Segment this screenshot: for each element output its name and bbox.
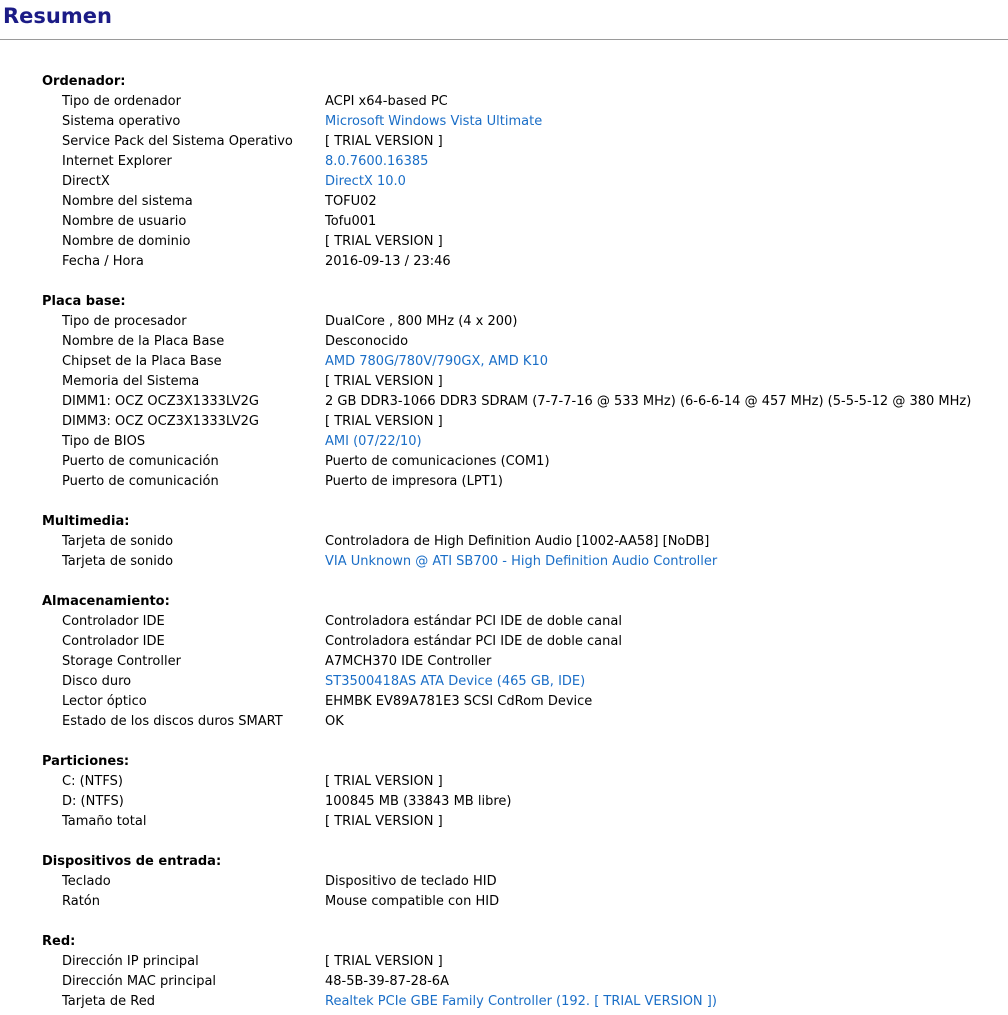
- property-value: Controladora estándar PCI IDE de doble canal: [325, 634, 622, 649]
- property-row: [0, 432, 1008, 452]
- property-value: EHMBK EV89A781E3 SCSI CdRom Device: [325, 694, 593, 709]
- property-row: [0, 952, 1008, 972]
- property-label: Nombre de usuario: [62, 214, 187, 229]
- property-row: [0, 232, 1008, 252]
- property-label: Tarjeta de Red: [62, 994, 155, 1009]
- property-value: Desconocido: [325, 334, 409, 349]
- property-value: [ TRIAL VERSION ]: [325, 234, 443, 249]
- section-header: Almacenamiento:: [42, 594, 170, 609]
- section-header: Multimedia:: [42, 514, 130, 529]
- property-row: [0, 212, 1008, 232]
- property-label: Controlador IDE: [62, 634, 165, 649]
- property-row: [0, 972, 1008, 992]
- property-label: Teclado: [62, 874, 111, 889]
- section: [0, 592, 1008, 732]
- title-divider: [0, 39, 1008, 40]
- property-value: OK: [325, 714, 344, 729]
- property-row: [0, 372, 1008, 392]
- property-row: [0, 312, 1008, 332]
- property-label: Service Pack del Sistema Operativo: [62, 134, 293, 149]
- property-value: [ TRIAL VERSION ]: [325, 374, 443, 389]
- property-row: [0, 452, 1008, 472]
- property-value: DualCore , 800 MHz (4 x 200): [325, 314, 518, 329]
- property-value: 2 GB DDR3-1066 DDR3 SDRAM (7-7-7-16 @ 533 MHz) (6-6-6-14 @ 457 MHz) (5-5-5-12 @ 380 MHz): [325, 394, 972, 409]
- property-value: ACPI x64-based PC: [325, 94, 448, 109]
- property-value: Tofu001: [325, 214, 377, 229]
- property-label: Tarjeta de sonido: [62, 534, 174, 549]
- property-label: DIMM1: OCZ OCZ3X1333LV2G: [62, 394, 259, 409]
- section: [0, 752, 1008, 832]
- property-value: [ TRIAL VERSION ]: [325, 774, 443, 789]
- property-label: Sistema operativo: [62, 114, 181, 129]
- property-value: A7MCH370 IDE Controller: [325, 654, 492, 669]
- property-row: [0, 332, 1008, 352]
- property-label: Dirección IP principal: [62, 954, 199, 969]
- property-row: [0, 612, 1008, 632]
- property-label: Tipo de ordenador: [62, 94, 181, 109]
- property-value: TOFU02: [325, 194, 377, 209]
- property-row: [0, 412, 1008, 432]
- property-label: Disco duro: [62, 674, 132, 689]
- property-row: [0, 112, 1008, 132]
- property-value: Puerto de impresora (LPT1): [325, 474, 503, 489]
- property-value-link[interactable]: AMI (07/22/10): [325, 434, 422, 449]
- property-row: [0, 532, 1008, 552]
- property-row: [0, 872, 1008, 892]
- property-label: Puerto de comunicación: [62, 474, 219, 489]
- property-value: Dispositivo de teclado HID: [325, 874, 497, 889]
- property-row: [0, 132, 1008, 152]
- section: [0, 932, 1008, 1012]
- property-value-link[interactable]: VIA Unknown @ ATI SB700 - High Definition Audio Controller: [325, 554, 718, 569]
- property-label: C: (NTFS): [62, 774, 123, 789]
- property-row: [0, 92, 1008, 112]
- property-value-link[interactable]: AMD 780G/780V/790GX, AMD K10: [325, 354, 548, 369]
- property-label: Internet Explorer: [62, 154, 172, 169]
- property-label: DIMM3: OCZ OCZ3X1333LV2G: [62, 414, 259, 429]
- property-value: Controladora de High Definition Audio [1002-AA58] [NoDB]: [325, 534, 710, 549]
- property-label: Controlador IDE: [62, 614, 165, 629]
- property-row: [0, 552, 1008, 572]
- property-row: [0, 692, 1008, 712]
- property-value: Puerto de comunicaciones (COM1): [325, 454, 550, 469]
- property-label: Puerto de comunicación: [62, 454, 219, 469]
- property-label: Storage Controller: [62, 654, 181, 669]
- property-row: [0, 392, 1008, 412]
- property-label: Tipo de BIOS: [62, 434, 146, 449]
- property-value: [ TRIAL VERSION ]: [325, 414, 443, 429]
- property-row: [0, 712, 1008, 732]
- property-row: [0, 992, 1008, 1012]
- property-value-link[interactable]: Realtek PCIe GBE Family Controller (192. [ TRIAL VERSION ]): [325, 994, 717, 1009]
- property-value: [ TRIAL VERSION ]: [325, 814, 443, 829]
- property-value-link[interactable]: Microsoft Windows Vista Ultimate: [325, 114, 543, 129]
- property-row: [0, 152, 1008, 172]
- property-label: Dirección MAC principal: [62, 974, 217, 989]
- property-row: [0, 192, 1008, 212]
- property-value: 100845 MB (33843 MB libre): [325, 794, 512, 809]
- property-label: DirectX: [62, 174, 110, 189]
- property-row: [0, 172, 1008, 192]
- property-label: Lector óptico: [62, 694, 147, 709]
- section-header: Dispositivos de entrada:: [42, 854, 222, 869]
- section-header: Placa base:: [42, 294, 126, 309]
- property-row: [0, 772, 1008, 792]
- section-header: Ordenador:: [42, 74, 126, 89]
- section: [0, 852, 1008, 912]
- section-header: Particiones:: [42, 754, 130, 769]
- property-label: Tarjeta de sonido: [62, 554, 174, 569]
- property-label: Nombre del sistema: [62, 194, 193, 209]
- property-row: [0, 652, 1008, 672]
- page-title: Resumen: [3, 4, 112, 28]
- property-label: Nombre de la Placa Base: [62, 334, 225, 349]
- property-row: [0, 632, 1008, 652]
- property-label: Memoria del Sistema: [62, 374, 200, 389]
- property-row: [0, 672, 1008, 692]
- property-row: [0, 352, 1008, 372]
- property-row: [0, 792, 1008, 812]
- property-value-link[interactable]: DirectX 10.0: [325, 174, 406, 189]
- property-value-link[interactable]: 8.0.7600.16385: [325, 154, 429, 169]
- property-label: Tamaño total: [62, 814, 147, 829]
- property-label: Chipset de la Placa Base: [62, 354, 222, 369]
- property-row: [0, 252, 1008, 272]
- summary-report: [0, 72, 1008, 1012]
- property-label: Tipo de procesador: [62, 314, 187, 329]
- property-value: Mouse compatible con HID: [325, 894, 500, 909]
- property-label: D: (NTFS): [62, 794, 124, 809]
- property-row: [0, 892, 1008, 912]
- section-header: Red:: [42, 934, 76, 949]
- property-value: [ TRIAL VERSION ]: [325, 954, 443, 969]
- property-value: 2016-09-13 / 23:46: [325, 254, 451, 269]
- section: [0, 72, 1008, 272]
- property-value: 48-5B-39-87-28-6A: [325, 974, 449, 989]
- property-row: [0, 472, 1008, 492]
- section: [0, 512, 1008, 572]
- section: [0, 292, 1008, 492]
- property-value: [ TRIAL VERSION ]: [325, 134, 443, 149]
- property-label: Estado de los discos duros SMART: [62, 714, 283, 729]
- property-label: Nombre de dominio: [62, 234, 191, 249]
- property-row: [0, 812, 1008, 832]
- property-value: Controladora estándar PCI IDE de doble canal: [325, 614, 622, 629]
- property-label: Fecha / Hora: [62, 254, 144, 269]
- property-label: Ratón: [62, 894, 101, 909]
- property-value-link[interactable]: ST3500418AS ATA Device (465 GB, IDE): [325, 674, 586, 689]
